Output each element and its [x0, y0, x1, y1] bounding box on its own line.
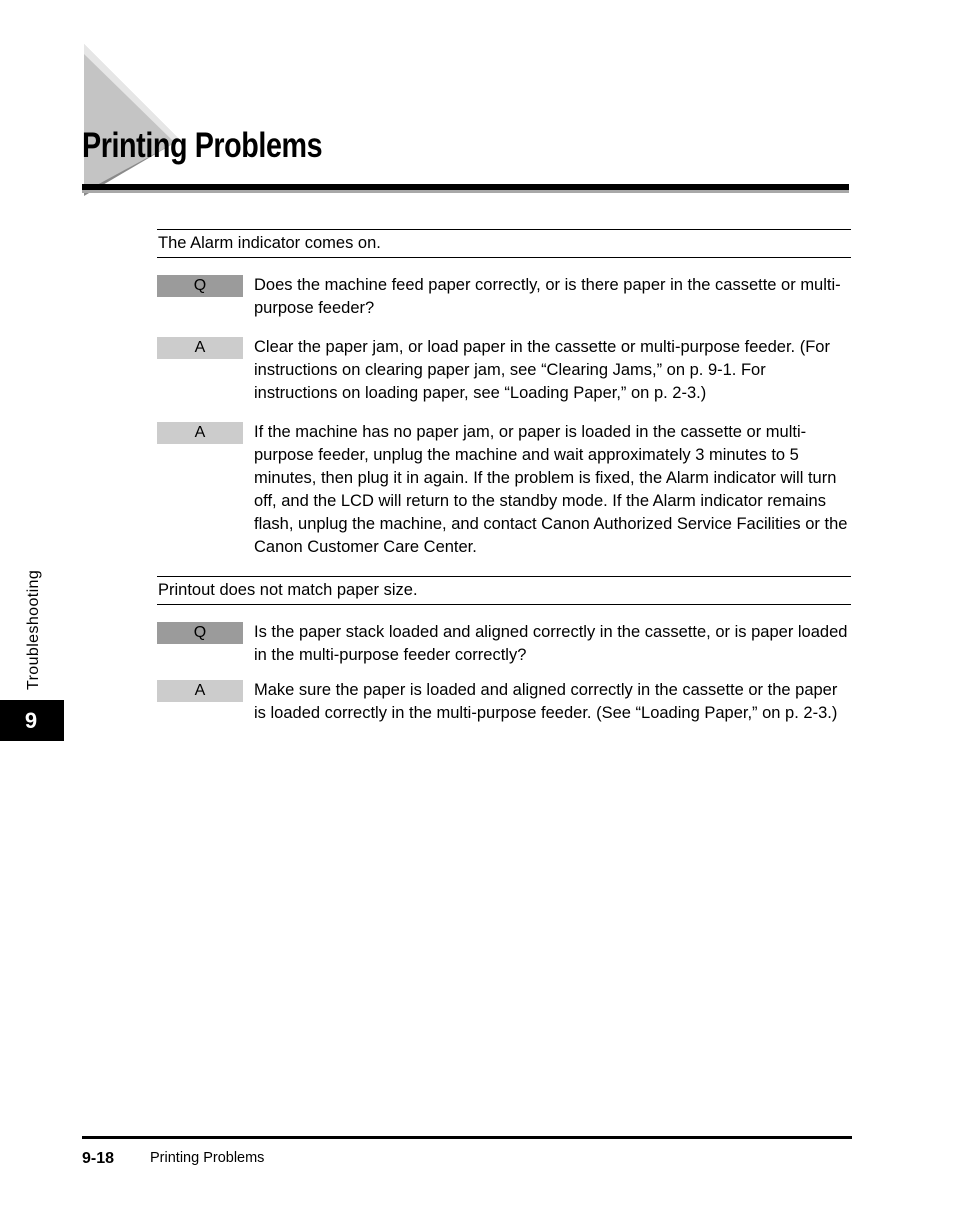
- qa-item: [157, 679, 851, 725]
- question-text: Does the machine feed paper correctly, or is there paper in the cassette or multi-purpose feeder?: [254, 276, 841, 317]
- title-rule-shadow: [82, 190, 849, 193]
- answer-text: Make sure the paper is loaded and aligned correctly in the cassette or the paper is loaded correctly in the multi-purpose feeder. (See “Loading Paper,” on p. 2-3.): [254, 681, 838, 722]
- problem-heading: Printout does not match paper size.: [157, 576, 851, 605]
- answer-text: If the machine has no paper jam, or paper is loaded in the cassette or multi-purpose feeder, unplug the machine and wait approximately 3 minutes to 5 minutes, then plug it in again. If the problem is fixed, the Alarm indicator will turn off, and the LCD will return to the standby mode. If the Alarm indicator remains flash, unplug the machine, and contact Canon Authorized Service Facilities or the Canon Customer Care Center.: [254, 423, 848, 556]
- qa-item: [157, 274, 851, 320]
- problem-section: [157, 229, 851, 559]
- answer-label: A: [157, 422, 243, 444]
- question-text: Is the paper stack loaded and aligned correctly in the cassette, or is paper loaded in the multi-purpose feeder correctly?: [254, 623, 848, 664]
- problem-heading: The Alarm indicator comes on.: [157, 229, 851, 258]
- problem-section: [157, 576, 851, 725]
- page-number: 9-18: [82, 1150, 115, 1167]
- question-label: Q: [157, 275, 243, 297]
- chapter-side-label: Troubleshooting: [25, 569, 42, 690]
- answer-label: A: [157, 337, 243, 359]
- title-triangle-decoration: [80, 44, 190, 202]
- answer-label: A: [157, 680, 243, 702]
- qa-item: [157, 336, 851, 405]
- footer-rule: [82, 1136, 852, 1139]
- page-title: Printing Problems: [82, 126, 323, 165]
- answer-text: Clear the paper jam, or load paper in the cassette or multi-purpose feeder. (For instructions on clearing paper jam, see “Clearing Jams,” on p. 9-1. For instructions on loading paper, see “Loading Paper,” on p. 2-3.): [254, 338, 830, 402]
- footer-title: Printing Problems: [150, 1150, 265, 1166]
- question-label: Q: [157, 622, 243, 644]
- qa-item: [157, 621, 851, 667]
- chapter-number-tab: 9: [0, 700, 64, 741]
- qa-item: [157, 421, 851, 559]
